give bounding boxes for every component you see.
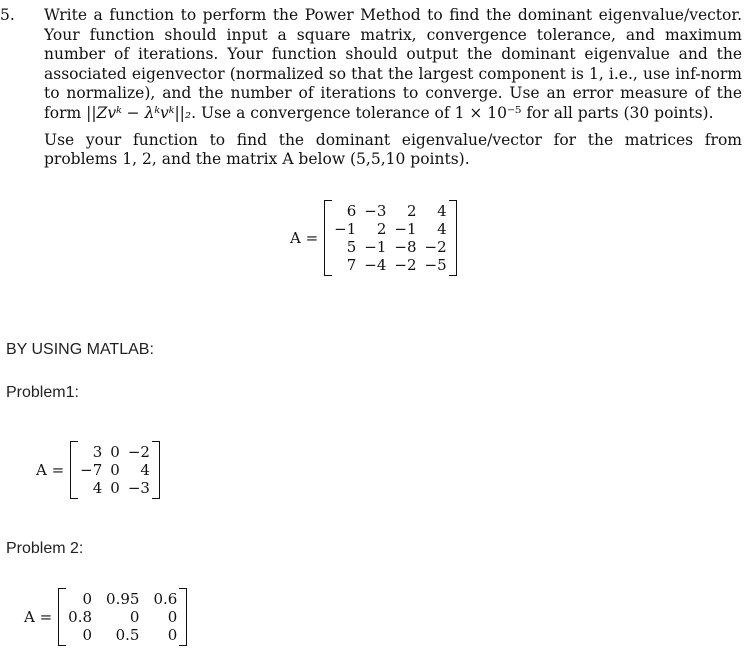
matrix-cell: 0 [167, 626, 178, 644]
matrix-a-grid [332, 200, 449, 276]
question-text-tail: . Use a convergence tolerance of [191, 103, 455, 122]
matrix-cell: 0.8 [68, 608, 93, 626]
matrix-p1-label: A = [36, 461, 65, 479]
matrix-cell: −1 [394, 220, 417, 238]
left-bracket [324, 200, 332, 276]
matrix-cell: 4 [92, 479, 103, 497]
matrix-cell: −1 [334, 220, 357, 238]
question-paragraph-2: Use your function to find the dominant eigenvalue/vector for the matrices from problems 1, 2, and the matrix A below (5,5,10 points). [44, 130, 742, 169]
question-number: 5. [0, 6, 15, 24]
matrix-cell: 0.6 [153, 590, 178, 608]
matrix-a-label: A = [290, 229, 319, 247]
question-text-end: for all parts (30 points). [521, 103, 714, 122]
matrix-cell: −3 [364, 202, 387, 220]
matlab-heading: BY USING MATLAB: [6, 341, 154, 358]
right-bracket [449, 200, 457, 276]
matrix-cell: −1 [364, 238, 387, 256]
left-bracket [58, 588, 66, 646]
matrix-cell: −2 [127, 443, 150, 461]
question-paragraph-1 [0, 6, 742, 124]
matrix-cell: 0 [110, 461, 120, 479]
matrix-cell: 4 [437, 220, 447, 238]
matrix-cell: 3 [92, 443, 103, 461]
matrix-cell: −2 [394, 256, 417, 274]
matrix-cell: −8 [394, 238, 417, 256]
matrix-cell: 0.5 [115, 626, 140, 644]
matrix-cell: 0 [110, 479, 120, 497]
matrix-cell: 0 [82, 590, 93, 608]
matrix-cell: −2 [424, 238, 447, 256]
matrix-cell: 0 [167, 608, 178, 626]
matrix-cell: −5 [424, 256, 447, 274]
right-bracket [179, 588, 187, 646]
matrix-problem1 [36, 441, 160, 499]
problem2-heading: Problem 2: [6, 540, 84, 557]
matrix-cell: 4 [140, 461, 150, 479]
matrix-p2-grid [66, 588, 179, 646]
matrix-cell: 2 [407, 202, 417, 220]
matrix-cell: 0 [129, 608, 140, 626]
matrix-cell: 0 [82, 626, 93, 644]
matrix-cell: 6 [346, 202, 357, 220]
matrix-cell: 7 [346, 256, 357, 274]
matrix-problem2 [24, 588, 187, 646]
right-bracket [152, 441, 160, 499]
matrix-p2-label: A = [24, 608, 53, 626]
left-bracket [70, 441, 78, 499]
matrix-cell: 4 [437, 202, 447, 220]
matrix-cell: 0.95 [106, 590, 140, 608]
tolerance-value: 1 × 10⁻⁵ [454, 103, 522, 122]
matrix-cell: −4 [364, 256, 387, 274]
matrix-a [290, 200, 457, 276]
matrix-p1-grid [78, 441, 152, 499]
question-block [0, 6, 742, 170]
problem1-heading: Problem1: [6, 384, 79, 401]
matrix-cell: 2 [376, 220, 387, 238]
matrix-cell: −7 [80, 461, 103, 479]
matrix-cell: 0 [110, 443, 120, 461]
question-text: Write a function to perform the Power Method to find the dominant eigenvalue/vector. Your function should input a square matrix, convergence tolerance, and maximum number of iterations. Your function should output the dominant eigenvalue and the associated eigenvector (normalized so that the largest component is 1, i.e., use inf-norm to normalize), and the number of iterations to converge. Use an error measure of the form [44, 6, 742, 122]
matrix-cell: −3 [127, 479, 150, 497]
matrix-cell: 5 [346, 238, 357, 256]
error-formula: ||Zvᵏ − λᵏvᵏ||₂ [86, 103, 192, 122]
